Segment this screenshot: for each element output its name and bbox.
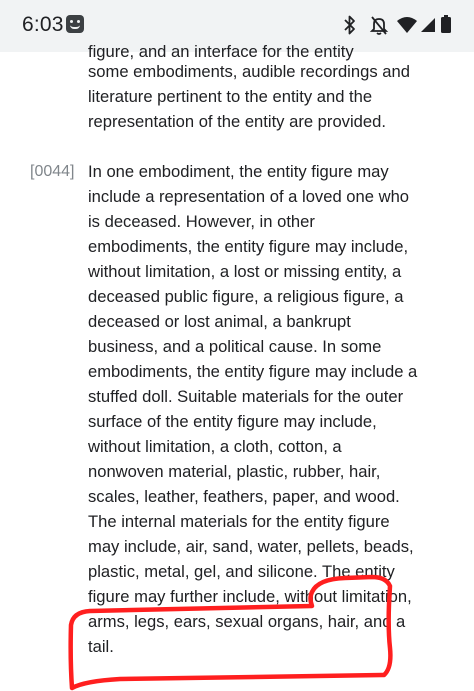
bluetooth-icon [343,14,357,41]
mute-icon [369,14,389,41]
status-time: 6:03 [22,13,64,36]
signal-icon [419,14,437,41]
wifi-icon [396,14,418,41]
document-view[interactable] [0,42,474,691]
previous-paragraph-end: some embodiments, audible recordings and literature pertinent to the entity and the representation of the entity are provided. [88,62,410,131]
cut-off-text-line: figure, and an interface for the entity [88,42,354,61]
paragraph-number: [0044] [30,163,75,180]
paragraph-0044-text: In one embodiment, the entity figure may include a representation of a loved one who is deceased. However, in other embodiments, the entity figure may include, without limitation, a lost or missing entity, a deceased public figure, a religious figure, a deceased or lost animal, a bankrupt business, and a political cause. In some embodiments, the entity figure may include a stuffed doll. Suitable materials for the outer surface of the entity figure may include, without limitation, a cloth, cotton, a nonwoven material, plastic, rubber, hair, scales, leather, feathers, paper, and wood. The internal materials for the entity figure may include, air, sand, water, pellets, beads, plastic, metal, gel, and silicone. The entity figure may further include, without limitation, arms, legs, ears, sexual organs, hair, and a tail. [88,162,418,656]
app-notification-icon [66,15,84,33]
battery-icon [440,14,452,41]
